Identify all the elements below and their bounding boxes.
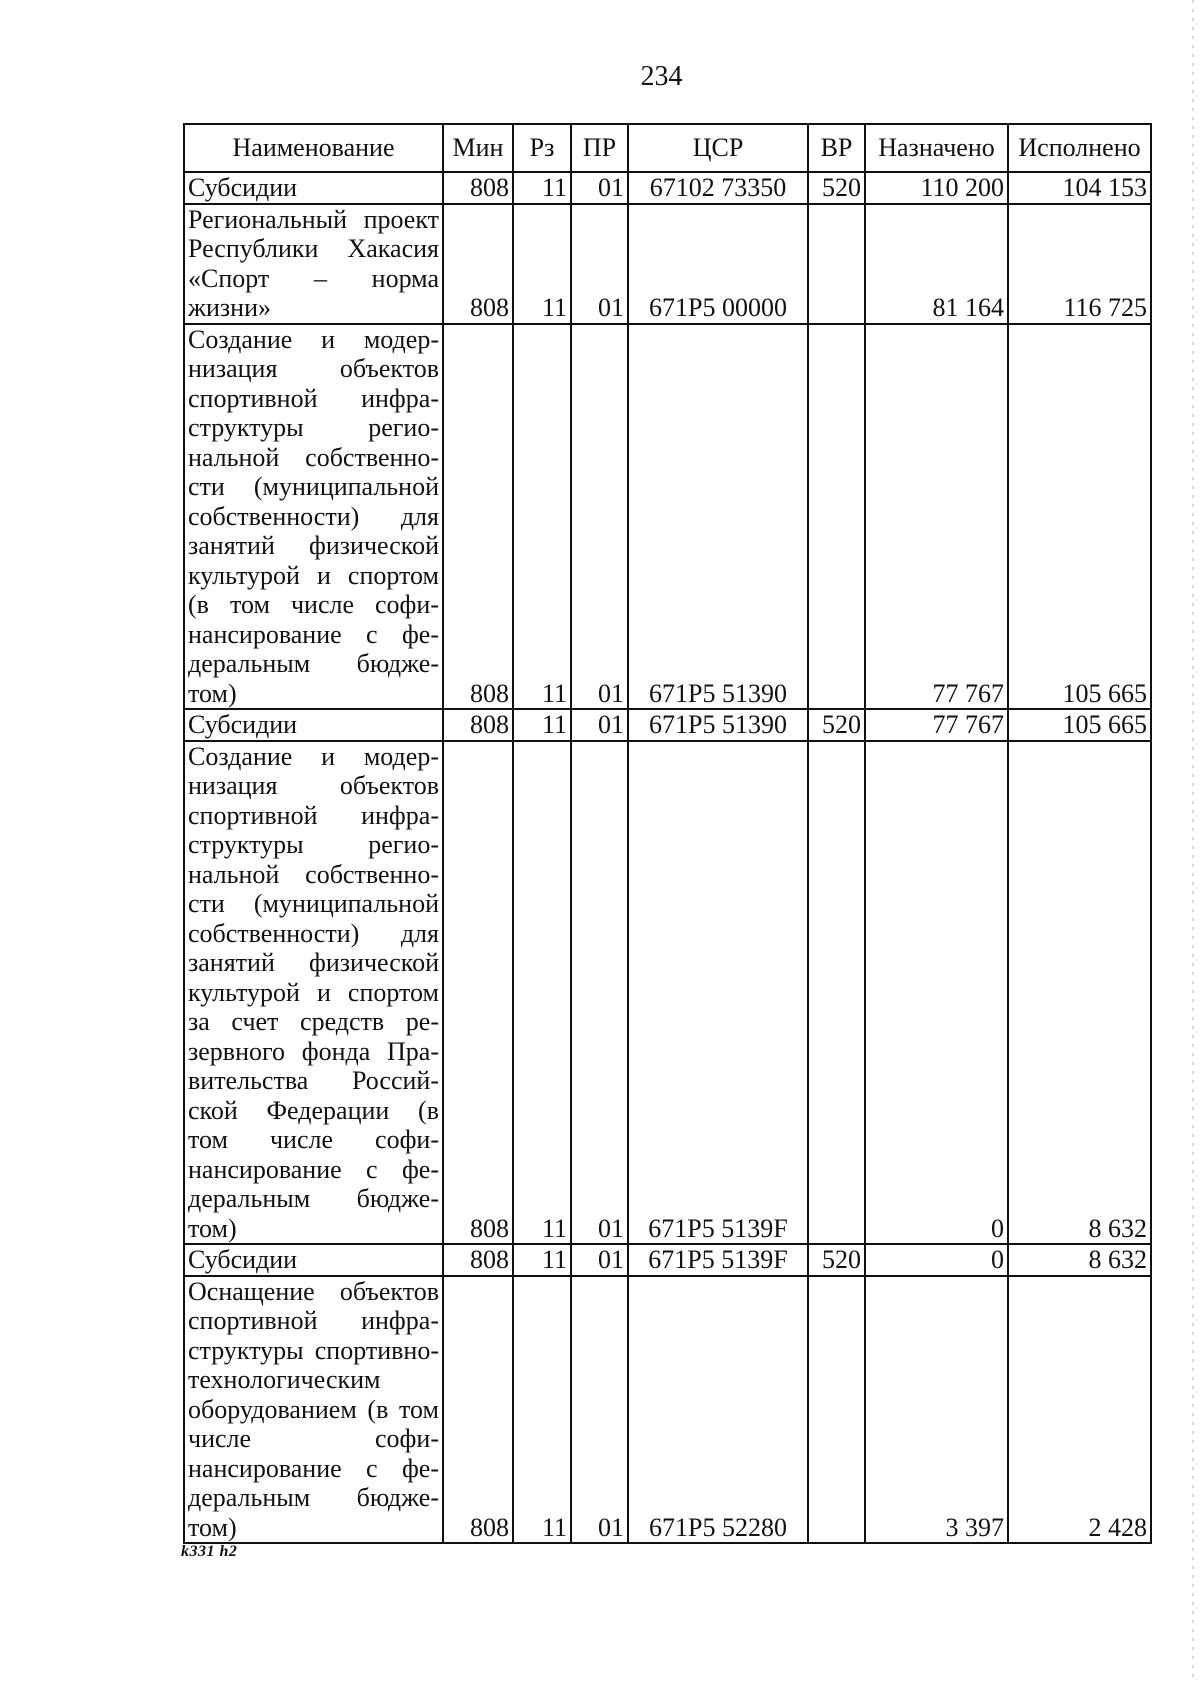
cell-assigned: 0	[865, 741, 1008, 1245]
cell-pr: 01	[571, 741, 628, 1245]
cell-executed: 8 632	[1008, 1244, 1151, 1276]
cell-csr: 671P5 5139F	[628, 741, 808, 1245]
cell-min: 808	[443, 1276, 513, 1544]
table-row	[184, 1276, 1151, 1544]
cell-min: 808	[443, 172, 513, 204]
scan-edge-line	[1192, 0, 1194, 1681]
cell-name: Создание и модернизация объектов спортивной инфраструктуры региональной собственности (муниципальной собственности) для занятий физической культурой и спортом (в том числе софинансирование с федеральным бюджетом)	[184, 324, 443, 710]
cell-csr: 67102 73350	[628, 172, 808, 204]
cell-assigned: 77 767	[865, 709, 1008, 741]
cell-pr: 01	[571, 324, 628, 710]
cell-pr: 01	[571, 1276, 628, 1544]
cell-csr: 671P5 51390	[628, 709, 808, 741]
footer-code: k331 h2	[181, 1543, 238, 1560]
table-row	[184, 1244, 1151, 1276]
cell-executed: 105 665	[1008, 709, 1151, 741]
table-row	[184, 204, 1151, 324]
cell-assigned: 81 164	[865, 204, 1008, 324]
header-min: Мин	[443, 124, 513, 172]
cell-assigned: 77 767	[865, 324, 1008, 710]
header-pr: ПР	[571, 124, 628, 172]
cell-rz: 11	[513, 741, 571, 1245]
cell-pr: 01	[571, 709, 628, 741]
header-vr: ВР	[808, 124, 865, 172]
budget-table	[183, 123, 1152, 1544]
cell-executed: 104 153	[1008, 172, 1151, 204]
cell-vr: 520	[808, 172, 865, 204]
cell-name: Оснащение объектов спортивной инфраструктуры спортивно-технологическим оборудованием (в том числе софинансирование с федеральным бюджетом)	[184, 1276, 443, 1544]
table-row	[184, 741, 1151, 1245]
cell-min: 808	[443, 1244, 513, 1276]
cell-executed: 116 725	[1008, 204, 1151, 324]
cell-pr: 01	[571, 204, 628, 324]
cell-name: Субсидии	[184, 172, 443, 204]
table-row	[184, 709, 1151, 741]
header-csr: ЦСР	[628, 124, 808, 172]
table-header-row	[184, 124, 1151, 172]
table-row	[184, 172, 1151, 204]
cell-assigned: 3 397	[865, 1276, 1008, 1544]
cell-rz: 11	[513, 1276, 571, 1544]
cell-rz: 11	[513, 1244, 571, 1276]
cell-vr: 520	[808, 1244, 865, 1276]
cell-rz: 11	[513, 172, 571, 204]
table-row	[184, 324, 1151, 710]
cell-assigned: 0	[865, 1244, 1008, 1276]
cell-csr: 671P5 52280	[628, 1276, 808, 1544]
cell-rz: 11	[513, 709, 571, 741]
cell-pr: 01	[571, 1244, 628, 1276]
cell-vr: 520	[808, 709, 865, 741]
cell-vr	[808, 1276, 865, 1544]
cell-vr	[808, 741, 865, 1245]
cell-csr: 671P5 00000	[628, 204, 808, 324]
cell-executed: 8 632	[1008, 741, 1151, 1245]
cell-name: Субсидии	[184, 1244, 443, 1276]
cell-assigned: 110 200	[865, 172, 1008, 204]
page-number: 234	[640, 61, 683, 92]
cell-executed: 2 428	[1008, 1276, 1151, 1544]
cell-rz: 11	[513, 204, 571, 324]
header-assigned: Назначено	[865, 124, 1008, 172]
cell-vr	[808, 324, 865, 710]
cell-name: Субсидии	[184, 709, 443, 741]
header-name: Наименование	[184, 124, 443, 172]
cell-name: Региональный проект Республики Хакасия «Спорт – норма жизни»	[184, 204, 443, 324]
cell-executed: 105 665	[1008, 324, 1151, 710]
header-executed: Исполнено	[1008, 124, 1151, 172]
cell-csr: 671P5 5139F	[628, 1244, 808, 1276]
cell-pr: 01	[571, 172, 628, 204]
cell-csr: 671P5 51390	[628, 324, 808, 710]
cell-rz: 11	[513, 324, 571, 710]
cell-min: 808	[443, 324, 513, 710]
cell-vr	[808, 204, 865, 324]
cell-name: Создание и модернизация объектов спортивной инфраструктуры региональной собственности (муниципальной собственности) для занятий физической культурой и спортом за счет средств резервного фонда Правительства Российской Федерации (в том числе софинансирование с федеральным бюджетом)	[184, 741, 443, 1245]
cell-min: 808	[443, 709, 513, 741]
cell-min: 808	[443, 741, 513, 1245]
cell-min: 808	[443, 204, 513, 324]
header-rz: Рз	[513, 124, 571, 172]
